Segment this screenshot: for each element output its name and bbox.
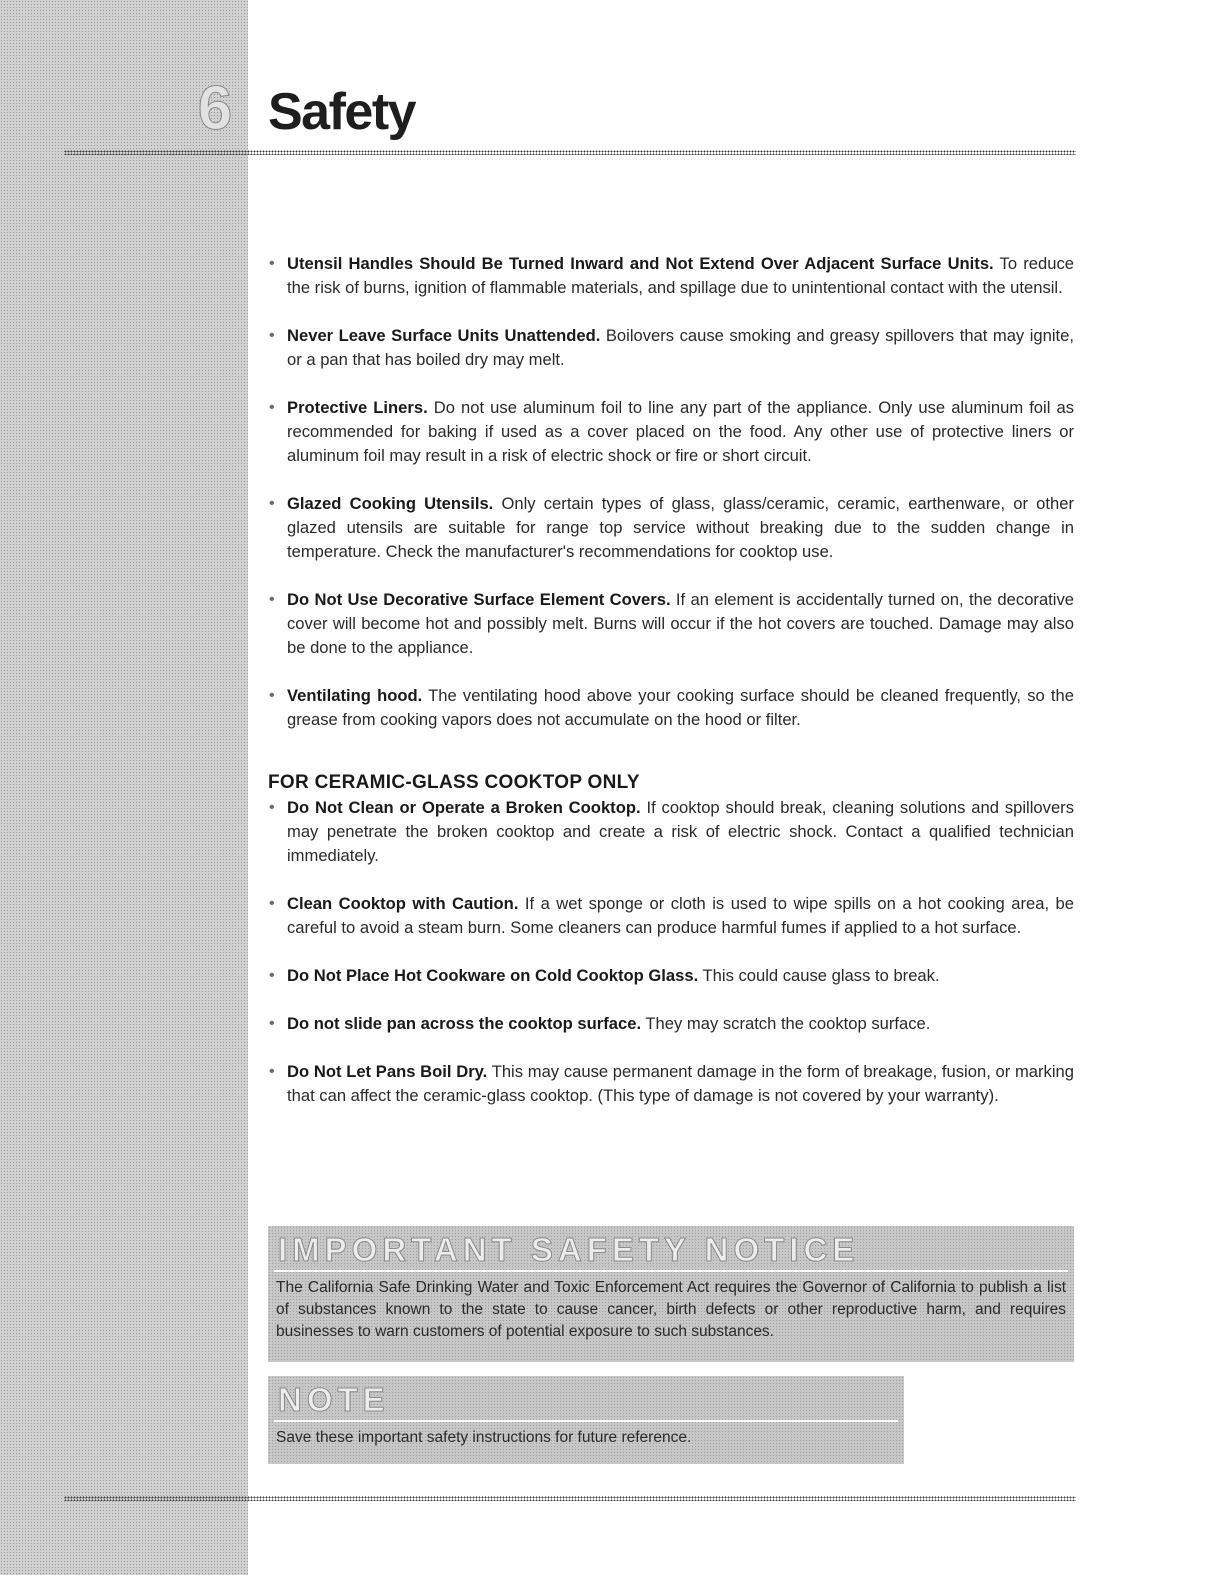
note-box xyxy=(268,1376,904,1464)
general-safety-list xyxy=(268,252,1074,732)
list-item xyxy=(268,796,1074,868)
item-heading: Utensil Handles Should Be Turned Inward and Not Extend Over Adjacent Surface Units. xyxy=(287,254,994,273)
note-title: NOTE xyxy=(278,1381,390,1418)
item-text: Do not use aluminum foil to line any part of the appliance. Only use aluminum foil as recommended for baking if used as a cover placed on the food. Any other use of protective liners or aluminum foil may result in a risk of electric shock or fire or short circuit. xyxy=(287,398,1074,465)
list-item xyxy=(268,892,1074,940)
safety-content xyxy=(268,252,1074,1108)
item-text: If a wet sponge or cloth is used to wipe spills on a hot cooking area, be careful to avoid a steam burn. Some cleaners can produce harmful fumes if applied to a hot surface. xyxy=(287,894,1074,937)
ceramic-section-heading: FOR CERAMIC-GLASS COOKTOP ONLY xyxy=(268,772,640,793)
page-title: Safety xyxy=(268,83,416,141)
item-text: The ventilating hood above your cooking surface should be cleaned frequently, so the grease from cooking vapors does not accumulate on the hood or filter. xyxy=(287,686,1074,729)
list-item xyxy=(268,396,1074,468)
list-item xyxy=(268,252,1074,300)
item-text: If cooktop should break, cleaning solutions and spillovers may penetrate the broken cooktop and create a risk of electric shock. Contact a qualified technician immediately. xyxy=(287,798,1074,865)
item-heading: Glazed Cooking Utensils. xyxy=(287,494,494,513)
list-item xyxy=(268,684,1074,732)
item-heading: Clean Cooktop with Caution. xyxy=(287,894,519,913)
item-heading: Protective Liners. xyxy=(287,398,428,417)
list-item xyxy=(268,588,1074,660)
note-text: Save these important safety instructions for future reference. xyxy=(276,1429,692,1446)
footer-rule xyxy=(64,1496,1076,1501)
item-heading: Do not slide pan across the cooktop surface. xyxy=(287,1014,642,1033)
item-text: To reduce the risk of burns, ignition of flammable materials, and spillage due to unintentional contact with the utensil. xyxy=(287,254,1074,297)
notice-title: IMPORTANT SAFETY NOTICE xyxy=(278,1231,860,1268)
page-number: 6 xyxy=(197,74,233,143)
item-heading: Never Leave Surface Units Unattended. xyxy=(287,326,601,345)
notice-divider xyxy=(274,1270,1068,1272)
item-text: This may cause permanent damage in the form of breakage, fusion, or marking that can affect the ceramic-glass cooktop. (This type of damage is not covered by your warranty). xyxy=(287,1062,1074,1105)
item-text: Only certain types of glass, glass/ceramic, ceramic, earthenware, or other glazed utensils are suitable for range top service without breaking due to the sudden change in temperature. Check the manufacturer's recommendations for cooktop use. xyxy=(287,494,1074,561)
sidebar-pattern xyxy=(0,0,248,1575)
list-item xyxy=(268,324,1074,372)
list-item xyxy=(268,1012,1074,1036)
item-text: If an element is accidentally turned on, the decorative cover will become hot and possibly melt. Burns will occur if the hot covers are touched. Damage may also be done to the appliance. xyxy=(287,590,1074,657)
item-text: This could cause glass to break. xyxy=(698,966,940,985)
item-text: Boilovers cause smoking and greasy spillovers that may ignite, or a pan that has boiled dry may melt. xyxy=(287,326,1074,369)
item-heading: Do Not Let Pans Boil Dry. xyxy=(287,1062,488,1081)
item-text: They may scratch the cooktop surface. xyxy=(641,1014,931,1033)
ceramic-safety-list xyxy=(268,796,1074,1108)
list-item xyxy=(268,1060,1074,1108)
note-divider xyxy=(274,1420,898,1422)
item-heading: Do Not Clean or Operate a Broken Cooktop. xyxy=(287,798,641,817)
notice-text: The California Safe Drinking Water and Toxic Enforcement Act requires the Governor of California to publish a list of substances known to the state to cause cancer, birth defects or other reproductive harm, and requires businesses to warn customers of potential exposure to such substances. xyxy=(276,1279,1066,1340)
header-rule xyxy=(64,150,1076,155)
list-item xyxy=(268,964,1074,988)
item-heading: Do Not Place Hot Cookware on Cold Cooktop Glass. xyxy=(287,966,699,985)
item-heading: Do Not Use Decorative Surface Element Covers. xyxy=(287,590,671,609)
list-item xyxy=(268,492,1074,564)
item-heading: Ventilating hood. xyxy=(287,686,423,705)
important-safety-notice xyxy=(268,1226,1074,1362)
